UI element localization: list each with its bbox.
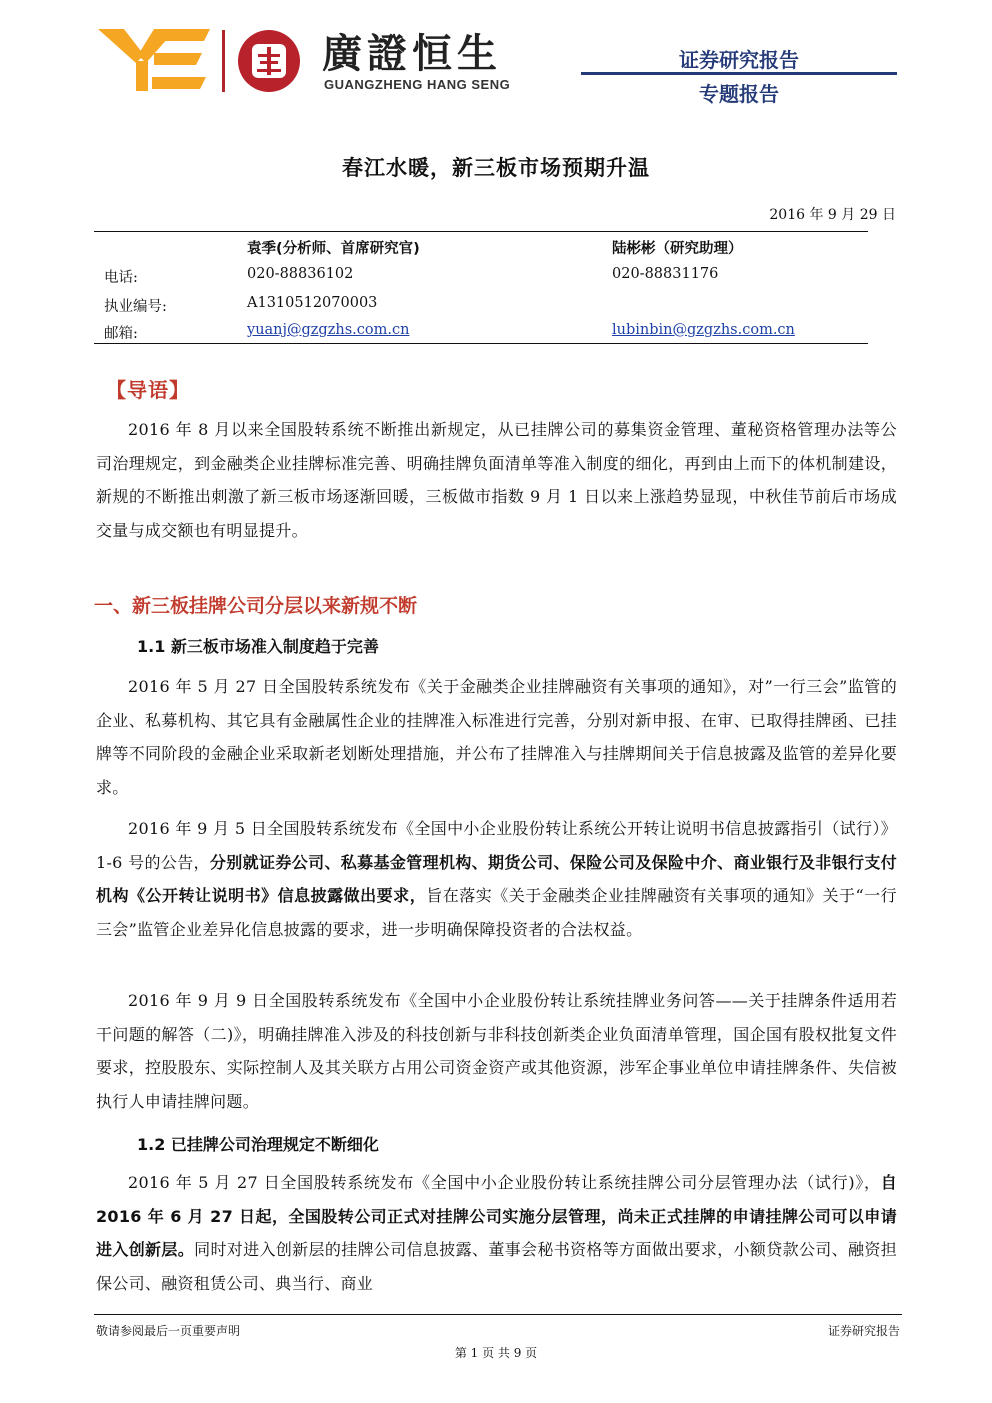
section1-1-paragraph2	[96, 812, 897, 946]
analyst2-phone: 020-88831176	[612, 266, 719, 282]
page-number: 第 1 页 共 9 页	[454, 1346, 538, 1360]
paragraph4-text-b: 同时对进入创新层的挂牌公司信息披露、董事会秘书资格等方面做出要求，小额贷款公司、融资担保公司、融资租赁公司、典当行、商业	[96, 1240, 897, 1293]
license-label: 执业编号:	[104, 299, 167, 315]
brand-name-en: GUANGZHENG HANG SENG	[324, 77, 511, 92]
report-type: 证券研究报告	[679, 48, 799, 72]
analyst2-name: 陆彬彬（研究助理）	[612, 241, 743, 257]
table-top-rule	[94, 231, 868, 232]
phone-label: 电话:	[104, 270, 138, 286]
section1-heading: 一、新三板挂牌公司分层以来新规不断	[94, 595, 418, 617]
analyst1-phone: 020-88836102	[247, 266, 354, 282]
logo-divider	[222, 30, 225, 92]
table-bottom-rule	[94, 343, 868, 344]
paragraph2-text-a: 2016 年 9 月 5 日全国股转系统发布《全国中小企业股份转让系统公开转让说明书信息披露指引（试行）》1-6 号的公告，	[96, 819, 897, 872]
paragraph4-bold: 自 2016 年 6 月 27 日起，全国股转公司正式对挂牌公司实施分层管理，尚未正式挂牌的申请挂牌公司可以申请进入创新层。	[96, 1173, 897, 1260]
section1-1-paragraph1: 2016 年 5 月 27 日全国股转系统发布《关于金融类企业挂牌融资有关事项的通知》，对”一行三会”监管的企业、私募机构、其它具有金融属性企业的挂牌准入标准进行完善，分别对新申报、在审、已取得挂牌函、已挂牌等不同阶段的金融企业采取新老划断处理措施，并公布了挂牌准入与挂牌期间关于信息披露及监管的差异化要求。	[96, 677, 897, 797]
paragraph2-text-b: 旨在落实《关于金融类企业挂牌融资有关事项的通知》关于“一行三会”监管企业差异化信息披露的要求，进一步明确保障投资者的合法权益。	[96, 886, 897, 939]
analyst1-name: 袁季(分析师、首席研究官)	[247, 241, 420, 257]
analyst1-license: A1310512070003	[247, 295, 378, 311]
footer-disclaimer: 敬请参阅最后一页重要声明	[96, 1324, 241, 1338]
paragraph4-text-a: 2016 年 5 月 27 日全国股转系统发布《全国中小企业股份转让系统挂牌公司分层管理办法（试行)》，	[128, 1173, 881, 1192]
footer-report-type: 证券研究报告	[827, 1324, 900, 1338]
analyst1-email-link[interactable]: yuanj@gzgzhs.com.cn	[247, 322, 410, 338]
footer-rule	[94, 1314, 902, 1315]
paragraph2-bold: 分别就证券公司、私募基金管理机构、期货公司、保险公司及保险中介、商业银行及非银行支付机构《公开转让说明书》信息披露做出要求，	[96, 852, 897, 906]
document-title: 春江水暖，新三板市场预期升温	[342, 156, 650, 180]
section1-1-heading: 1.1 新三板市场准入制度趋于完善	[137, 637, 379, 656]
section1-2-heading: 1.2 已挂牌公司治理规定不断细化	[137, 1135, 379, 1154]
seal-glyph	[252, 44, 286, 78]
lead-heading: 【导语】	[106, 378, 190, 402]
header-rule	[581, 72, 897, 75]
section1-2-paragraph1	[96, 1166, 897, 1300]
report-subtype: 专题报告	[699, 82, 779, 106]
email-label: 邮箱:	[104, 326, 138, 342]
ye-logo-icon	[98, 27, 210, 93]
brand-name-cn: 廣證恒生	[322, 31, 502, 77]
analyst2-email-link[interactable]: lubinbin@gzgzhs.com.cn	[612, 322, 795, 338]
section1-1-paragraph3: 2016 年 9 月 9 日全国股转系统发布《全国中小企业股份转让系统挂牌业务问答——关于挂牌条件适用若干问题的解答（二)》，明确挂牌准入涉及的科技创新与非科技创新类企业负面清单管理，国企国有股权批复文件要求，控股股东、实际控制人及其关联方占用公司资金资产或其他资源，涉军企事业单位申请挂牌条件、失信被执行人申请挂牌问题。	[96, 991, 897, 1111]
document-date: 2016 年 9 月 29 日	[769, 207, 896, 223]
lead-paragraph: 2016 年 8 月以来全国股转系统不断推出新规定，从已挂牌公司的募集资金管理、董秘资格管理办法等公司治理规定，到金融类企业挂牌标准完善、明确挂牌负面清单等准入制度的细化，再到由上而下的体机制建设，新规的不断推出刺激了新三板市场逐渐回暖，三板做市指数 9 月 1 日以来上涨趋势显现，中秋佳节前后市场成交量与成交额也有明显提升。	[96, 420, 897, 540]
